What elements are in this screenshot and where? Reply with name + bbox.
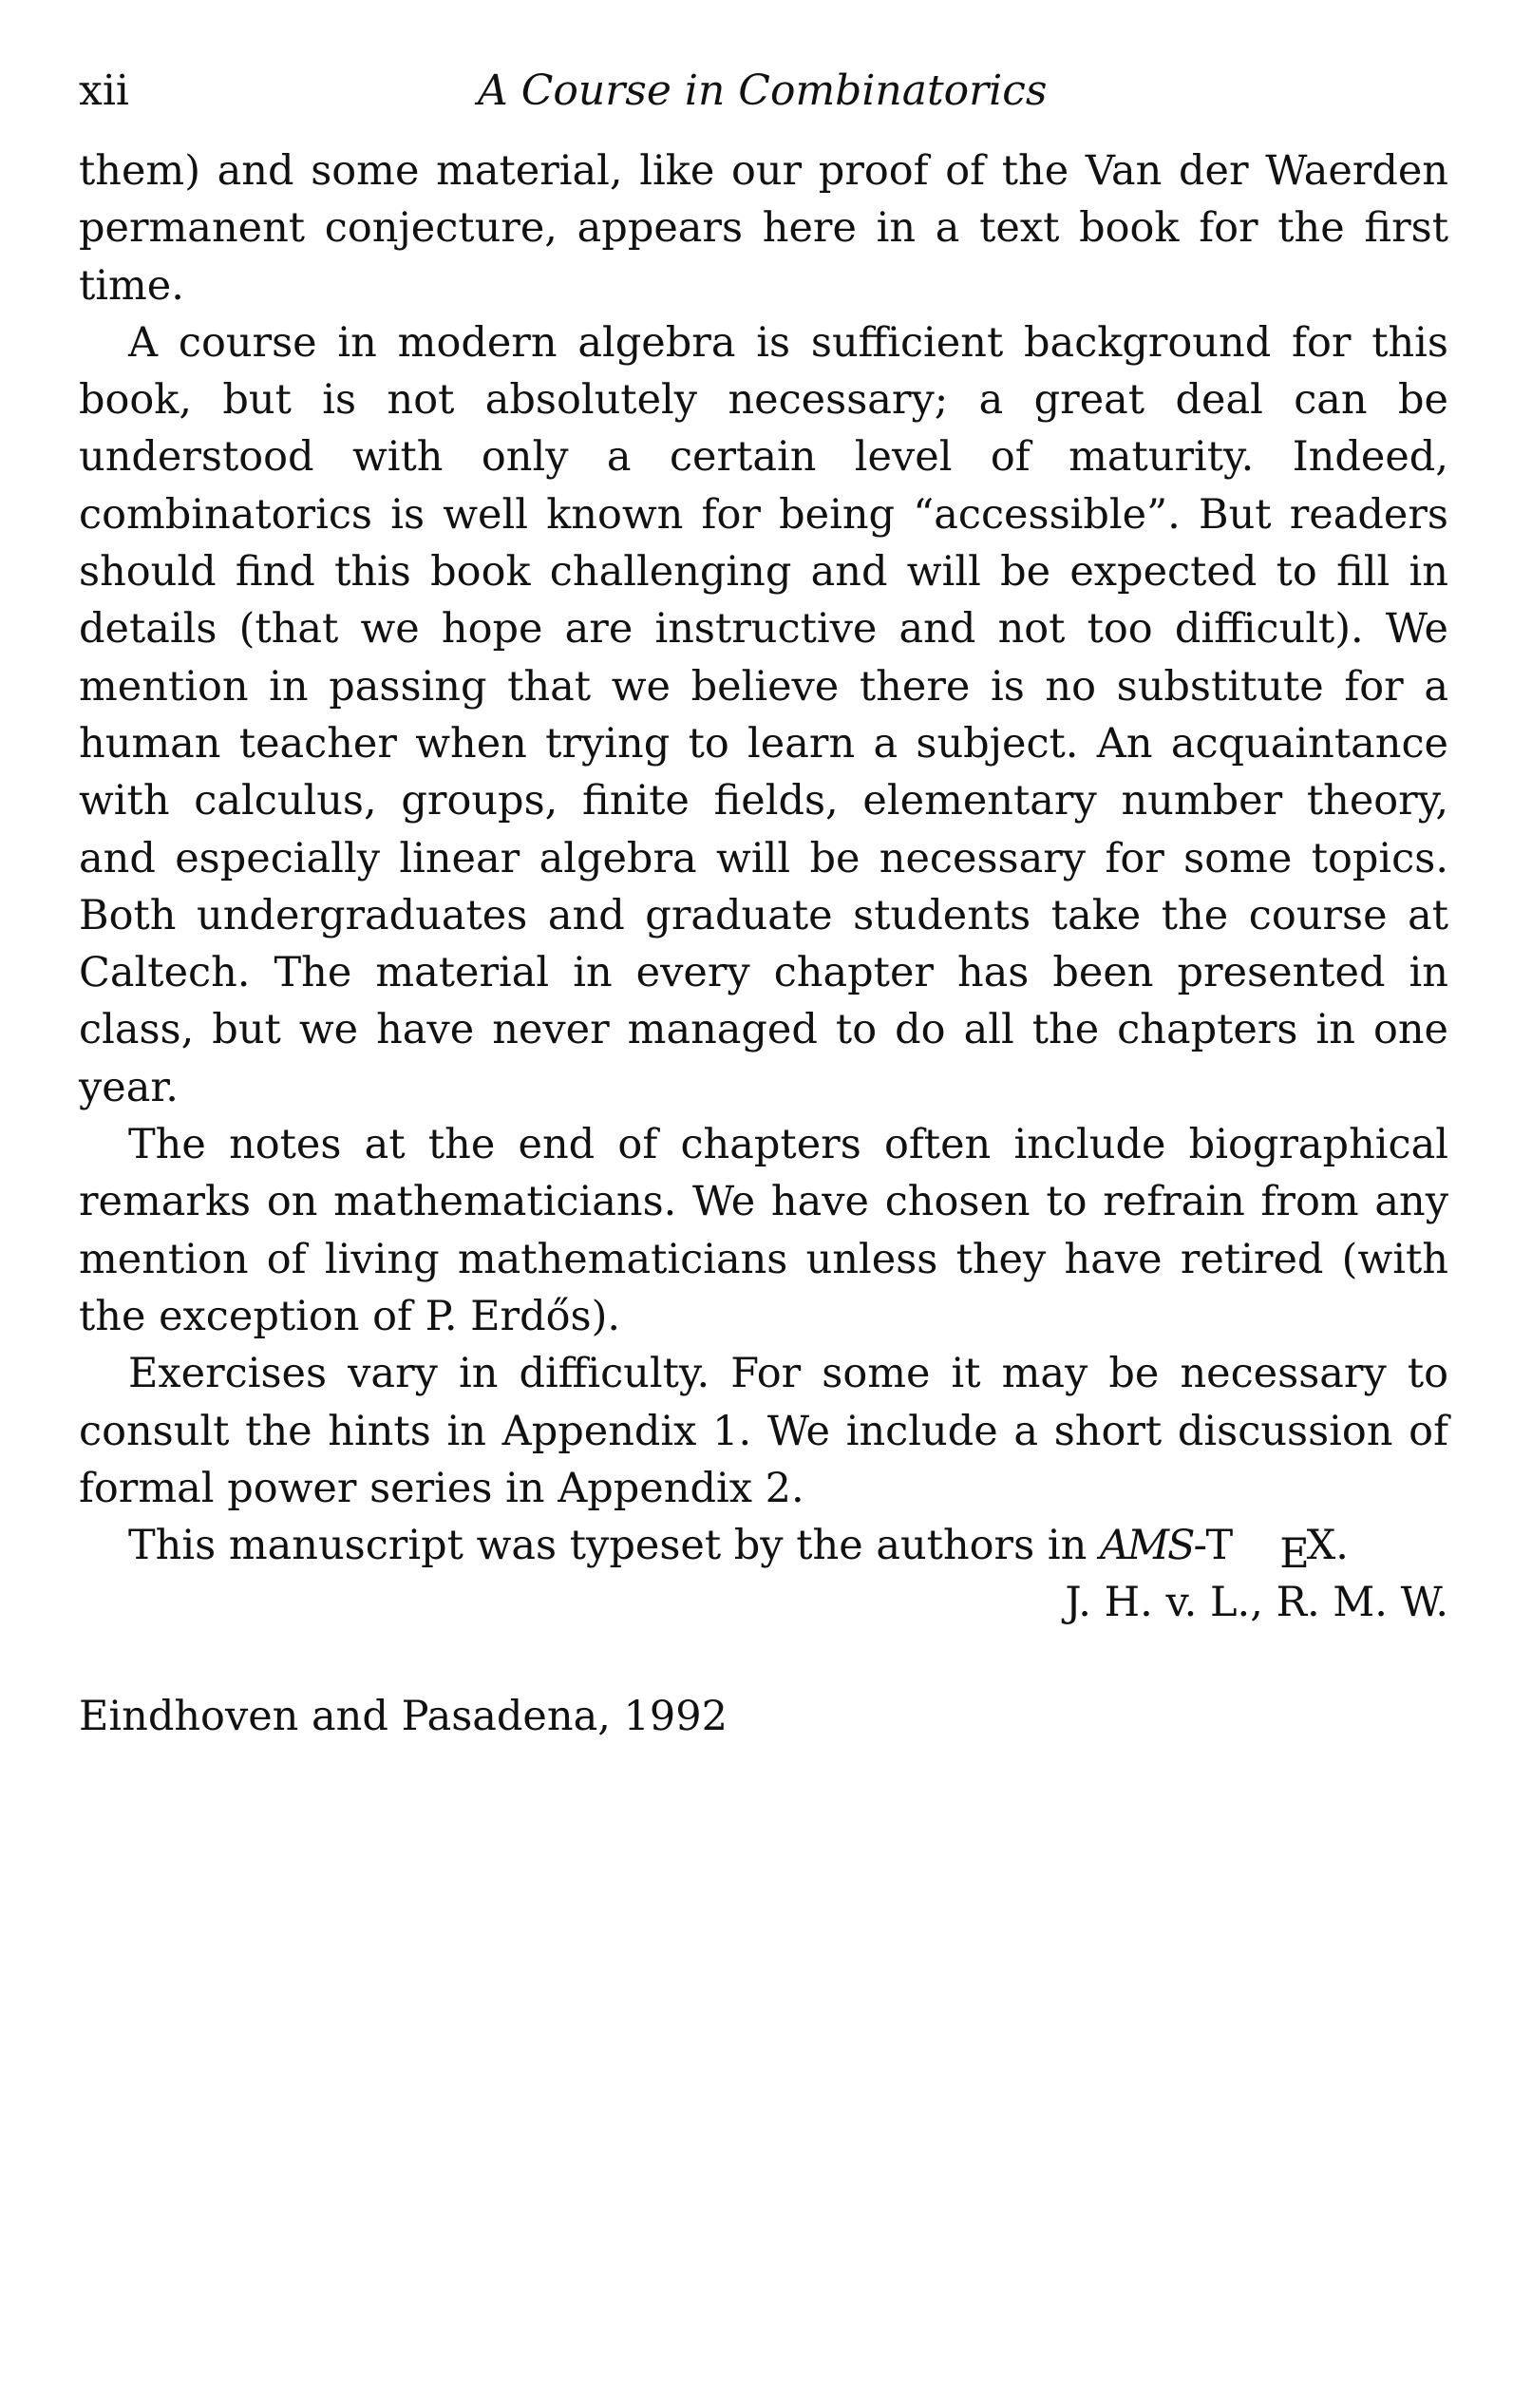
paragraph-background: A course in modern algebra is sufficient background for this book, but is not absolutely necessary; a great deal can be understood with only a certain level of maturity. Indeed, combinatorics is well known for being “accessible”. But readers should find this book challenging and will be expected to fill in details (that we hope are instructive and not too difficult). We mention in passing that we believe there is no substitute for a human teacher when trying to learn a subject. An acquaintance with calculus, groups, finite fields, elementary number theory, and especially linear algebra will be necessary for some topics. Both undergraduates and graduate students take the course at Caltech. The material in every chapter has been presented in class, but we have never managed to do all the chapters in one year. (79, 318, 1448, 1111)
running-head (79, 66, 1448, 123)
tex-x: X (1306, 1522, 1336, 1570)
amstex-dash: - (1193, 1522, 1206, 1570)
place-date: Eindhoven and Pasadena, 1992 (79, 1693, 728, 1740)
paragraph-notes: The notes at the end of chapters often include biographical remarks on mathematicians. We have chosen to refrain from any mention of living mathematicians unless they have retired (with the exception of P. Erdős). (79, 1121, 1448, 1340)
paragraph-typeset (79, 1517, 1448, 1579)
ams-logo-text: AMS (1099, 1522, 1194, 1570)
amstex-logo (1099, 1522, 1336, 1579)
tex-t: T (1205, 1522, 1234, 1570)
paragraph-continuation: them) and some material, like our proof of the Van der Waerden permanent conjecture, appears here in a text book for the first time. (79, 147, 1448, 310)
tex-e: E (1279, 1530, 1310, 1579)
typeset-suffix: . (1335, 1522, 1349, 1570)
author-signature: J. H. v. L., R. M. W. (1065, 1579, 1448, 1626)
preface-body (79, 142, 1448, 1579)
page-number: xii (79, 66, 129, 115)
paragraph-exercises: Exercises vary in difficulty. For some it may be necessary to consult the hints in Appendix 1. We include a short discussion of formal power series in Appendix 2. (79, 1350, 1448, 1512)
typeset-prefix: This manuscript was typeset by the authors in (128, 1522, 1100, 1570)
running-title: A Course in Combinatorics (478, 66, 1048, 115)
